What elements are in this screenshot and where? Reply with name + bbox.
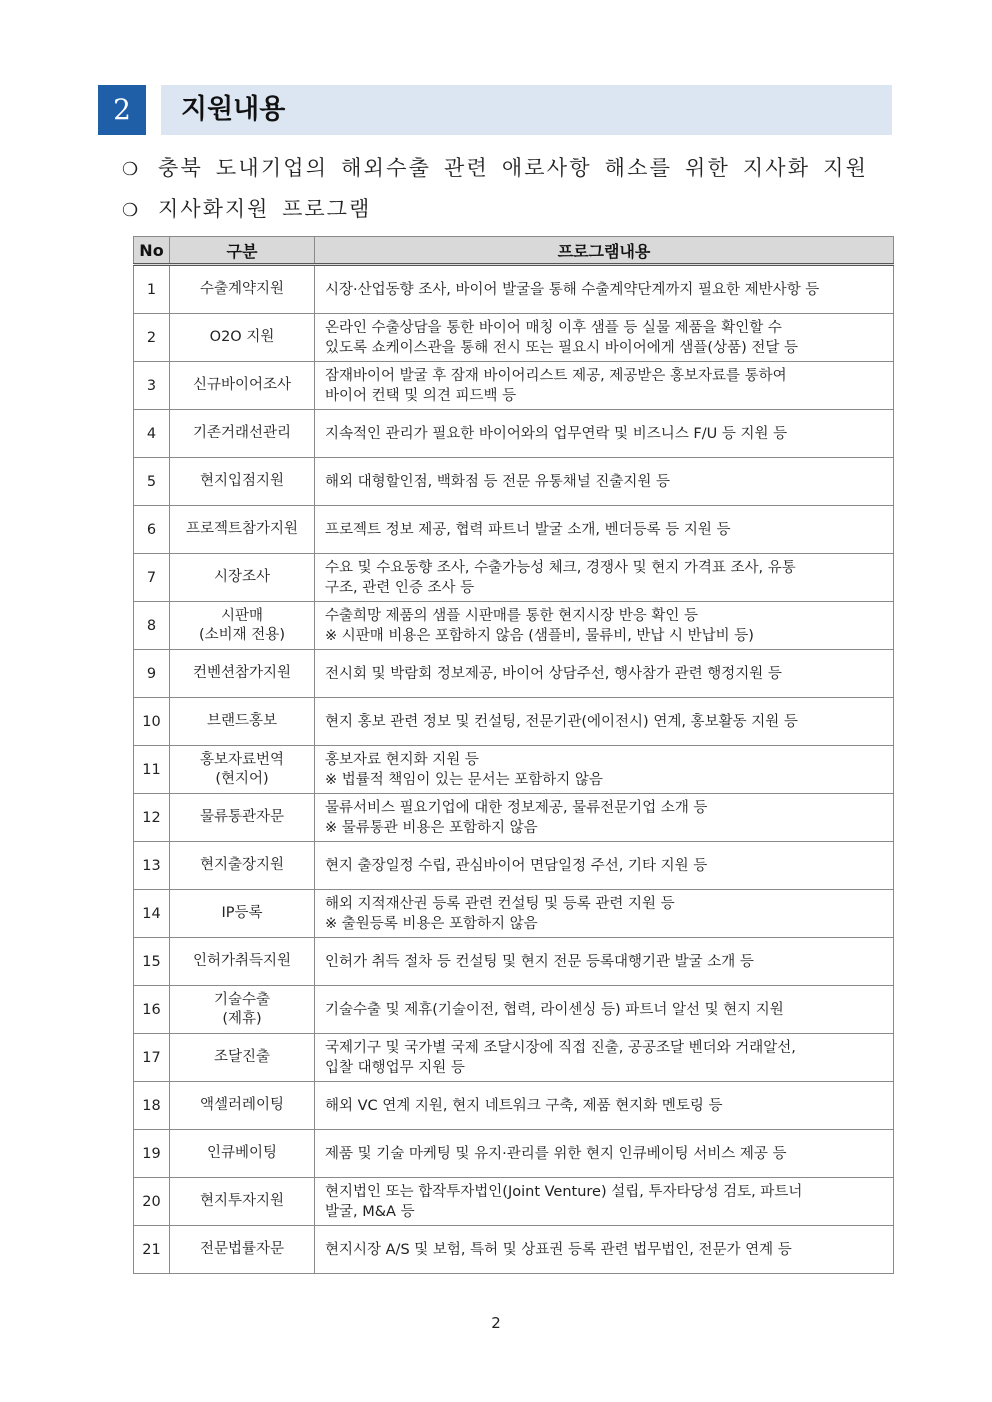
table-row <box>134 410 894 458</box>
row-description <box>315 698 894 746</box>
bullet-text: 충북 도내기업의 해외수출 관련 애로사항 해소를 위한 지사화 지원 <box>158 156 869 180</box>
description-line: 국제기구 및 국가별 국제 조달시장에 직접 진출, 공공조달 벤더와 거래알선, <box>325 1039 796 1056</box>
category-line: (현지어) <box>215 770 269 787</box>
table-row <box>134 794 894 842</box>
row-category <box>170 362 315 410</box>
row-description <box>315 458 894 506</box>
row-description <box>315 1034 894 1082</box>
row-category <box>170 698 315 746</box>
row-description <box>315 746 894 794</box>
category-line: 기존거래선관리 <box>192 425 292 441</box>
row-number: 20 <box>134 1178 170 1226</box>
category-line: 현지투자지원 <box>199 1193 285 1209</box>
table-row <box>134 265 894 314</box>
category-line: 홍보자료번역 <box>199 751 285 768</box>
category-line: 브랜드홍보 <box>206 713 278 729</box>
table-row <box>134 314 894 362</box>
header-category: 구분 <box>170 237 315 265</box>
row-description <box>315 1178 894 1226</box>
row-number: 3 <box>134 362 170 410</box>
description-line: 해외 대형할인점, 백화점 등 전문 유통채널 진출지원 등 <box>325 473 671 490</box>
description-line: 현지 출장일정 수립, 관심바이어 면담일정 주선, 기타 지원 등 <box>325 857 708 874</box>
table-row <box>134 1226 894 1274</box>
page-number: 2 <box>491 1314 501 1332</box>
row-description <box>315 650 894 698</box>
description-line: 수출희망 제품의 샘플 시판매를 통한 현지시장 반응 확인 등 <box>325 607 699 624</box>
row-number: 18 <box>134 1082 170 1130</box>
row-category <box>170 938 315 986</box>
description-line: ※ 시판매 비용은 포함하지 않음 (샘플비, 물류비, 반납 시 반납비 등) <box>325 627 754 644</box>
row-number: 17 <box>134 1034 170 1082</box>
description-line: 온라인 수출상담을 통한 바이어 매칭 이후 샘플 등 실물 제품을 확인할 수 <box>325 319 782 336</box>
category-line: IP등록 <box>221 905 263 921</box>
row-number: 7 <box>134 554 170 602</box>
category-line: (제휴) <box>222 1010 262 1027</box>
row-category <box>170 602 315 650</box>
row-category <box>170 1082 315 1130</box>
table-row <box>134 554 894 602</box>
description-line: ※ 법률적 책임이 있는 문서는 포함하지 않음 <box>325 771 603 788</box>
row-description <box>315 314 894 362</box>
table-body <box>134 265 894 1274</box>
row-number: 1 <box>134 265 170 314</box>
category-line: 신규바이어조사 <box>192 377 292 393</box>
description-line: 전시회 및 박람회 정보제공, 바이어 상담주선, 행사참가 관련 행정지원 등 <box>325 665 782 682</box>
row-category <box>170 746 315 794</box>
category-line: 조달진출 <box>213 1049 271 1065</box>
table-row <box>134 842 894 890</box>
row-description <box>315 794 894 842</box>
bullet-text: 지사화지원 프로그램 <box>158 197 372 221</box>
header-no: No <box>134 237 170 265</box>
row-number: 14 <box>134 890 170 938</box>
row-number: 2 <box>134 314 170 362</box>
circle-bullet-icon: ❍ <box>122 200 139 221</box>
table-row <box>134 362 894 410</box>
row-number: 5 <box>134 458 170 506</box>
row-category <box>170 458 315 506</box>
category-line: 시장조사 <box>213 569 271 585</box>
row-description <box>315 938 894 986</box>
table-row <box>134 602 894 650</box>
row-description <box>315 265 894 314</box>
row-category <box>170 1178 315 1226</box>
category-line: 컨벤션참가지원 <box>192 665 292 681</box>
row-description <box>315 410 894 458</box>
row-category <box>170 1130 315 1178</box>
description-line: 기술수출 및 제휴(기술이전, 협력, 라이센싱 등) 파트너 알선 및 현지 지원 <box>325 1001 784 1018</box>
category-line: 프로젝트참가지원 <box>185 521 299 537</box>
description-line: 제품 및 기술 마케팅 및 유지·관리를 위한 현지 인큐베이팅 서비스 제공 등 <box>325 1145 787 1162</box>
description-line: 지속적인 관리가 필요한 바이어와의 업무연락 및 비즈니스 F/U 등 지원 등 <box>325 425 788 442</box>
table-row <box>134 1082 894 1130</box>
row-category <box>170 986 315 1034</box>
category-line: 인큐베이팅 <box>206 1145 278 1161</box>
category-line: 인허가취득지원 <box>192 953 292 969</box>
description-line: 바이어 컨택 및 의견 피드백 등 <box>325 387 517 404</box>
description-line: 현지시장 A/S 및 보험, 특허 및 상표권 등록 관련 법무법인, 전문가 연계 등 <box>325 1241 792 1258</box>
category-line: 현지입점지원 <box>199 473 285 489</box>
row-category <box>170 506 315 554</box>
category-line: (소비재 전용) <box>199 626 285 643</box>
table-row <box>134 986 894 1034</box>
category-line: 전문법률자문 <box>199 1241 285 1257</box>
table-row <box>134 506 894 554</box>
row-description <box>315 1082 894 1130</box>
description-line: 수요 및 수요동향 조사, 수출가능성 체크, 경쟁사 및 현지 가격표 조사, 유통 <box>325 559 796 576</box>
category-line: 액셀러레이팅 <box>199 1097 285 1113</box>
table-row <box>134 890 894 938</box>
bullet-item <box>122 152 868 182</box>
row-number: 13 <box>134 842 170 890</box>
row-category <box>170 650 315 698</box>
header-content: 프로그램내용 <box>315 237 894 265</box>
row-number: 11 <box>134 746 170 794</box>
row-description <box>315 842 894 890</box>
row-description <box>315 1226 894 1274</box>
table-row <box>134 458 894 506</box>
row-number: 19 <box>134 1130 170 1178</box>
row-number: 6 <box>134 506 170 554</box>
description-line: 물류서비스 필요기업에 대한 정보제공, 물류전문기업 소개 등 <box>325 799 708 816</box>
description-line: 홍보자료 현지화 지원 등 <box>325 751 479 768</box>
row-category <box>170 1034 315 1082</box>
row-number: 15 <box>134 938 170 986</box>
description-line: ※ 물류통관 비용은 포함하지 않음 <box>325 819 538 836</box>
row-category <box>170 842 315 890</box>
row-category <box>170 890 315 938</box>
row-category <box>170 410 315 458</box>
table-row <box>134 938 894 986</box>
description-line: 해외 지적재산권 등록 관련 컨설팅 및 등록 관련 지원 등 <box>325 895 675 912</box>
description-line: ※ 출원등록 비용은 포함하지 않음 <box>325 915 538 932</box>
description-line: 구조, 관련 인증 조사 등 <box>325 579 475 596</box>
table-row <box>134 1178 894 1226</box>
row-category <box>170 794 315 842</box>
category-line: 물류통관자문 <box>199 809 285 825</box>
row-number: 9 <box>134 650 170 698</box>
row-number: 12 <box>134 794 170 842</box>
category-line: O2O 지원 <box>209 329 275 345</box>
category-line: 현지출장지원 <box>199 857 285 873</box>
table-row <box>134 1034 894 1082</box>
row-number: 21 <box>134 1226 170 1274</box>
category-line: 수출계약지원 <box>199 281 285 297</box>
table-row <box>134 746 894 794</box>
description-line: 시장·산업동향 조사, 바이어 발굴을 통해 수출계약단계까지 필요한 제반사항 등 <box>325 281 820 298</box>
row-description <box>315 890 894 938</box>
category-line: 시판매 <box>220 607 264 624</box>
circle-bullet-icon: ❍ <box>122 159 139 180</box>
description-line: 현지법인 또는 합작투자법인(Joint Venture) 설립, 투자타당성 검토, 파트너 <box>325 1183 803 1200</box>
row-description <box>315 1130 894 1178</box>
description-line: 현지 홍보 관련 정보 및 컨설팅, 전문기관(에이전시) 연계, 홍보활동 지원 등 <box>325 713 798 730</box>
row-description <box>315 554 894 602</box>
program-table <box>133 236 894 1274</box>
row-category <box>170 314 315 362</box>
row-description <box>315 602 894 650</box>
description-line: 입찰 대행업무 지원 등 <box>325 1059 465 1076</box>
row-number: 16 <box>134 986 170 1034</box>
row-category <box>170 554 315 602</box>
description-line: 있도록 쇼케이스관을 통해 전시 또는 필요시 바이어에게 샘플(상품) 전달 등 <box>325 339 799 356</box>
section-number: 2 <box>98 85 146 135</box>
row-number: 10 <box>134 698 170 746</box>
row-description <box>315 362 894 410</box>
row-number: 4 <box>134 410 170 458</box>
description-line: 프로젝트 정보 제공, 협력 파트너 발굴 소개, 벤더등록 등 지원 등 <box>325 521 731 538</box>
description-line: 잠재바이어 발굴 후 잠재 바이어리스트 제공, 제공받은 홍보자료를 통하여 <box>325 367 787 384</box>
section-title: 지원내용 <box>161 85 892 135</box>
table-row <box>134 1130 894 1178</box>
description-line: 발굴, M&A 등 <box>325 1203 415 1220</box>
table-header-row <box>134 237 894 265</box>
category-line: 기술수출 <box>213 991 271 1008</box>
row-category <box>170 1226 315 1274</box>
description-line: 인허가 취득 절차 등 컨설팅 및 현지 전문 등록대행기관 발굴 소개 등 <box>325 953 754 970</box>
row-description <box>315 986 894 1034</box>
row-category <box>170 265 315 314</box>
row-number: 8 <box>134 602 170 650</box>
row-description <box>315 506 894 554</box>
table-row <box>134 650 894 698</box>
bullet-item <box>122 193 371 223</box>
table-row <box>134 698 894 746</box>
description-line: 해외 VC 연계 지원, 현지 네트워크 구축, 제품 현지화 멘토링 등 <box>325 1097 723 1114</box>
